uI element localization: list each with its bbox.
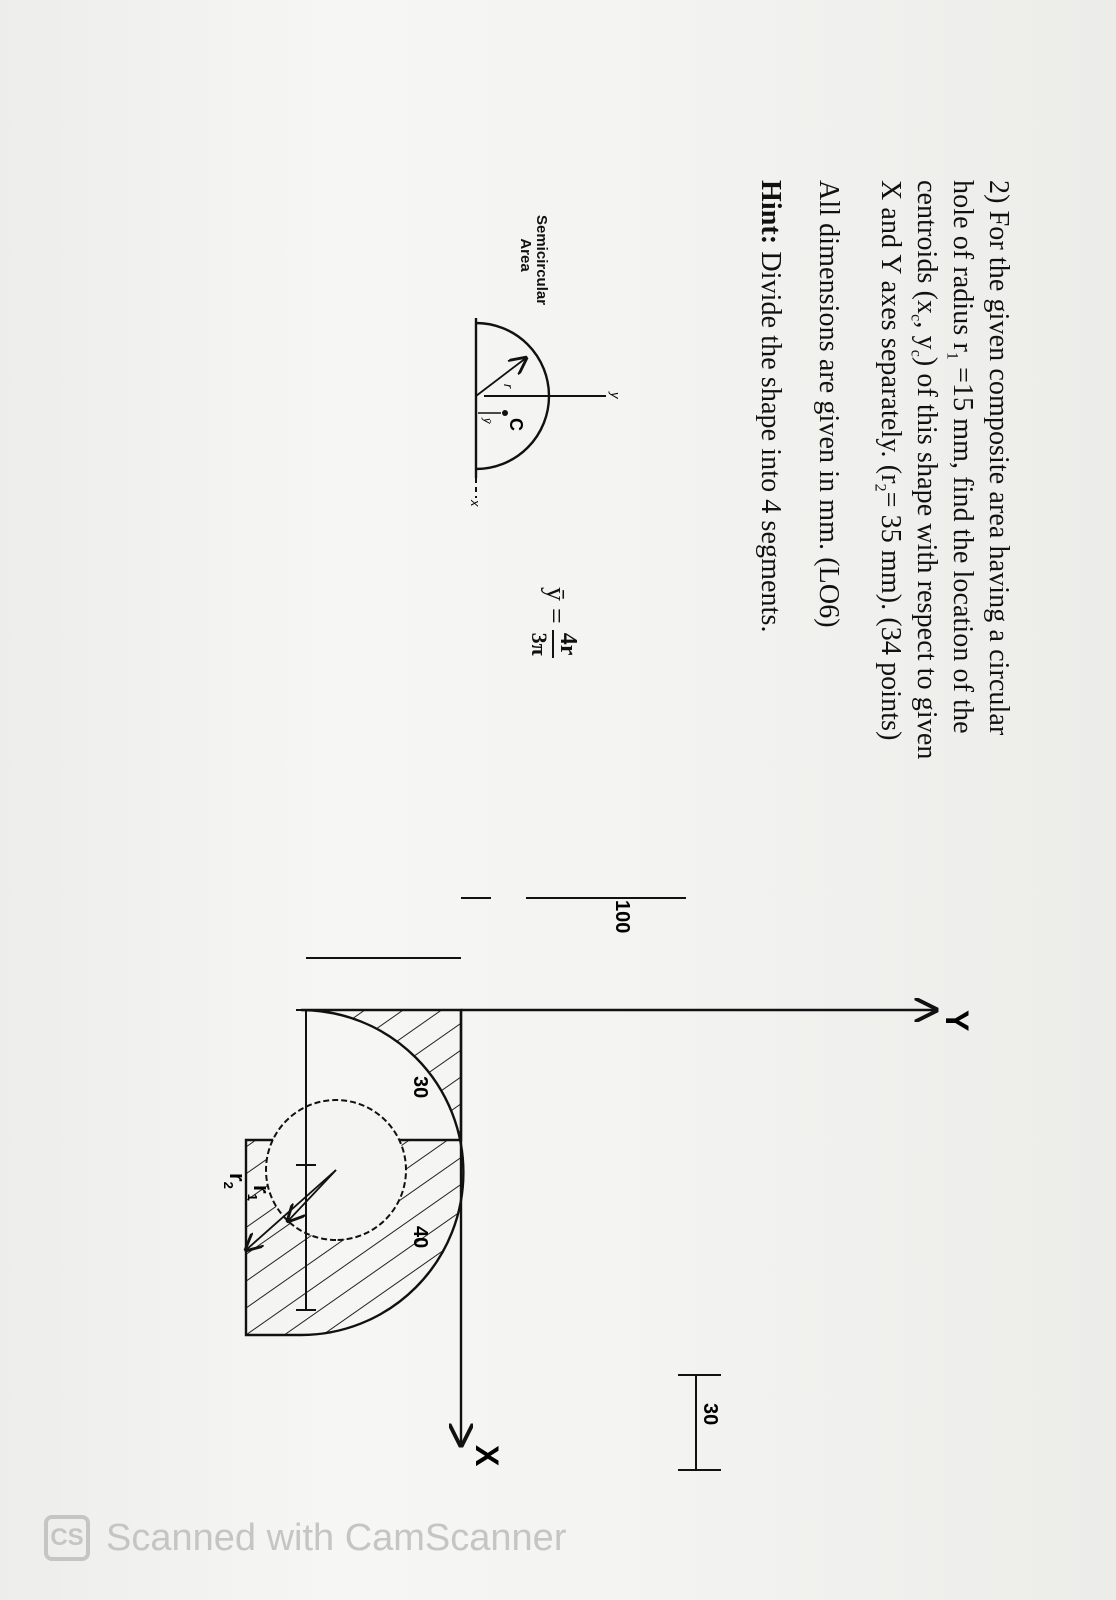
y-axis-label: Y (939, 1010, 975, 1032)
dim-30-right-label: 30 (699, 1403, 721, 1426)
r2-label: $r_2$ (221, 1173, 250, 1189)
dim-100-label: 100 (611, 900, 633, 934)
hint-line: Hint: Divide the shape into 4 segments. (755, 180, 786, 633)
semicircle-x-label: x (468, 500, 483, 507)
centroid-formula: ȳ = 4r 3π (526, 587, 581, 658)
watermark-text: Scanned with CamScanner (106, 1516, 567, 1559)
dim-30-bottom-label: 30 (409, 1076, 431, 1099)
semicircle-radius-label: r (501, 384, 516, 389)
semicircle-centroid-dot (502, 410, 508, 416)
dimensions-note: All dimensions are given in mm. (LO6) (813, 180, 844, 628)
question-line-2: hole of radius $r_1 =15$ mm, find the location of the (943, 180, 978, 734)
semicircle-y-label: y (608, 392, 623, 399)
semicircle-ybar-label: ȳ (481, 418, 493, 424)
question-line-4: X and Y axes separately. ($r_2= 35$ mm). (34 points) (871, 180, 906, 741)
semicircle-radius-arrow (476, 358, 526, 396)
composite-figure (191, 898, 975, 1470)
dim-40-label: 40 (409, 1226, 431, 1249)
camscanner-logo: CS (44, 1515, 90, 1561)
camscanner-watermark (44, 1515, 566, 1561)
question-line-3: centroids ($x_c$, $y_c$) of this shape with respect to given (907, 180, 942, 760)
x-axis-label: X (469, 1445, 505, 1467)
semicircle-centroid-label: C (506, 418, 526, 431)
question-line-1: 2) For the given composite area having a circular (983, 180, 1014, 736)
semicircle-label: Semicircular Area (517, 215, 550, 306)
r1-label: $r_1$ (245, 1185, 274, 1201)
semicircle-figure (468, 318, 623, 507)
